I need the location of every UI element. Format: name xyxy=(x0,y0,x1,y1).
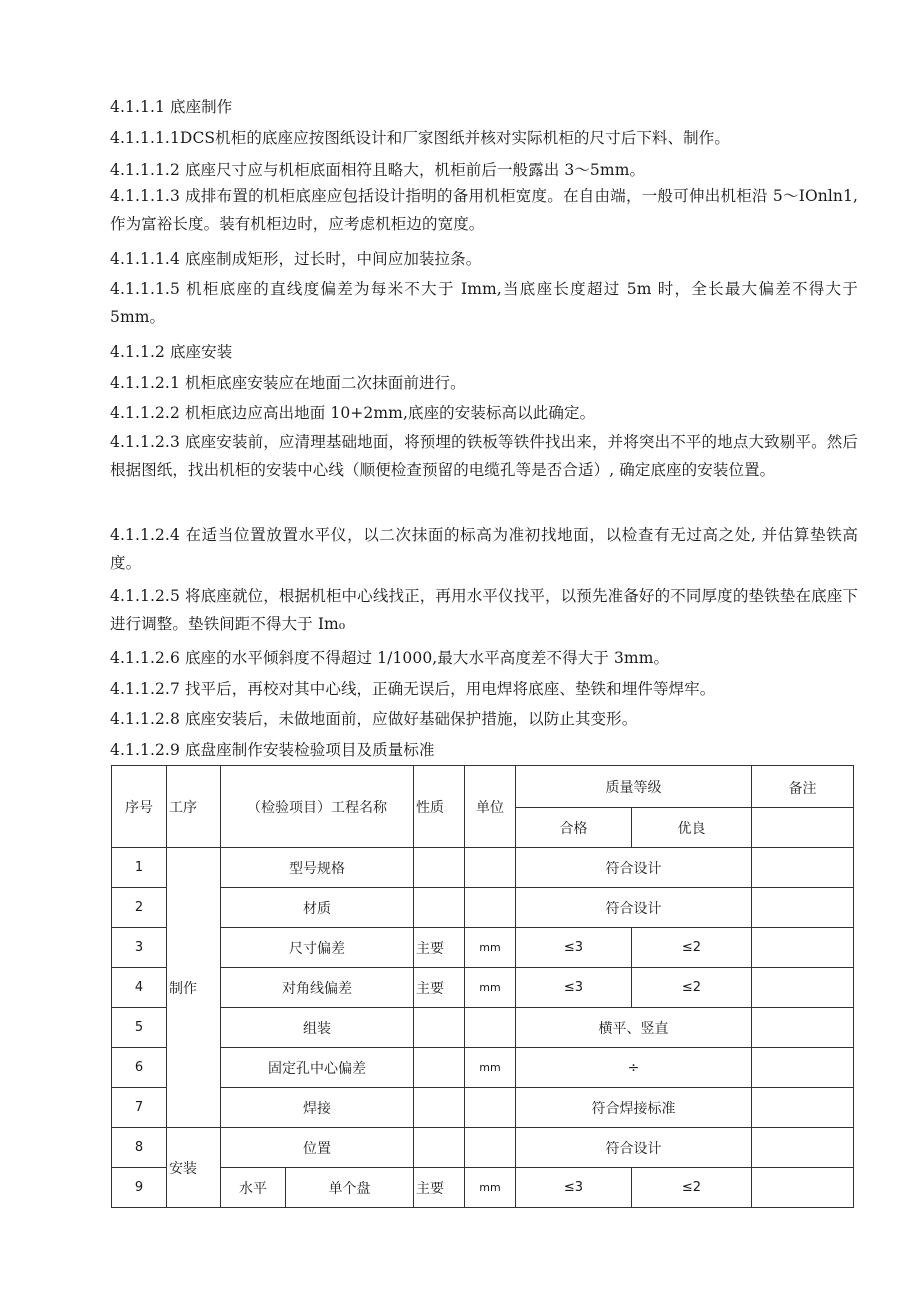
row-nature xyxy=(414,1008,465,1048)
row-remark xyxy=(752,1128,854,1168)
row-standard: ÷ xyxy=(516,1048,752,1088)
header-remark-blank xyxy=(752,808,854,848)
table-row xyxy=(112,1048,854,1088)
table-row xyxy=(112,1088,854,1128)
row-item: 材质 xyxy=(221,888,414,928)
row-pass: ≤3 xyxy=(516,1168,632,1208)
header-unit: 单位 xyxy=(465,766,516,848)
row-nature xyxy=(414,848,465,888)
row-standard: 符合设计 xyxy=(516,848,752,888)
row-remark xyxy=(752,1168,854,1208)
row-unit xyxy=(465,1088,516,1128)
table-row xyxy=(112,1008,854,1048)
row-unit xyxy=(465,1008,516,1048)
row-seq: 4 xyxy=(112,968,167,1008)
header-process: 工序 xyxy=(167,766,221,848)
paragraph: 4.1.1.2.3 底座安装前，应清理基础地面，将预埋的铁板等铁件找出来，并将突出不平的地点大致剔平。然后根据图纸，找出机柜的安装中心线（顺便检查预留的电缆孔等是否合适）, 确定底座的安装位置。 xyxy=(110,433,858,479)
row-nature xyxy=(414,1088,465,1128)
header-item: （检验项目）工程名称 xyxy=(221,766,414,848)
table-caption: 4.1.1.2.9 底盘座制作安装检验项目及质量标准 xyxy=(110,741,435,759)
row-seq: 5 xyxy=(112,1008,167,1048)
row-seq: 3 xyxy=(112,928,167,968)
row-seq: 6 xyxy=(112,1048,167,1088)
group-install: 安装 xyxy=(167,1128,221,1208)
row-remark xyxy=(752,888,854,928)
row-item: 焊接 xyxy=(221,1088,414,1128)
row-item: 位置 xyxy=(221,1128,414,1168)
row-seq: 1 xyxy=(112,848,167,888)
paragraph: 4.1.1.1.2 底座尺寸应与机柜底面相符且略大，机柜前后一般露出 3～5mm。 xyxy=(110,161,646,179)
row-remark xyxy=(752,1088,854,1128)
paragraph: 4.1.1.2.2 机柜底边应高出地面 10+2mm,底座的安装标高以此确定。 xyxy=(110,404,596,422)
row-unit: mm xyxy=(465,1048,516,1088)
inspection-table xyxy=(111,765,854,1208)
paragraph: 4.1.1.1.1DCS机柜的底座应按图纸设计和厂家图纸并核对实际机柜的尺寸后下料、制作。 xyxy=(110,129,730,147)
row-good: ≤2 xyxy=(632,928,752,968)
row-remark xyxy=(752,848,854,888)
row-remark xyxy=(752,1008,854,1048)
row-standard: 符合焊接标准 xyxy=(516,1088,752,1128)
paragraph: 4.1.1.1.3 成排布置的机柜底座应包括设计指明的备用机柜宽度。在自由端，一般可伸出机柜沿 5～IOnln1,作为富裕长度。装有机柜边时，应考虑机柜边的宽度。 xyxy=(110,187,858,233)
row-unit xyxy=(465,1128,516,1168)
table-row xyxy=(112,888,854,928)
row-seq: 2 xyxy=(112,888,167,928)
row-nature xyxy=(414,888,465,928)
row-nature xyxy=(414,1048,465,1088)
row-nature: 主要 xyxy=(414,968,465,1008)
header-pass: 合格 xyxy=(516,808,632,848)
paragraph: 4.1.1.2.4 在适当位置放置水平仪，以二次抹面的标高为准初找地面，以检查有无过高之处, 并估算垫铁高度。 xyxy=(110,526,858,572)
section-heading: 4.1.1.1 底座制作 xyxy=(110,98,233,116)
paragraph: 4.1.1.1.4 底座制成矩形，过长时，中间应加装拉条。 xyxy=(110,250,482,268)
table-row xyxy=(112,1168,854,1208)
table-row xyxy=(112,968,854,1008)
paragraph: 4.1.1.2.6 底座的水平倾斜度不得超过 1/1000,最大水平高度差不得大于 3mm。 xyxy=(110,649,670,667)
row-unit: mm xyxy=(465,1168,516,1208)
header-remark: 备注 xyxy=(752,766,854,808)
paragraph: 4.1.1.1.5 机柜底座的直线度偏差为每米不大于 Imm,当底座长度超过 5m 时，全长最大偏差不得大于 5mm。 xyxy=(110,280,858,326)
row-item: 型号规格 xyxy=(221,848,414,888)
section-heading: 4.1.1.2 底座安装 xyxy=(110,343,233,361)
row-item-main: 水平 xyxy=(221,1168,286,1208)
row-nature xyxy=(414,1128,465,1168)
row-seq: 9 xyxy=(112,1168,167,1208)
row-unit: mm xyxy=(465,968,516,1008)
header-nature: 性质 xyxy=(414,766,465,848)
table-row xyxy=(112,1128,854,1168)
row-item: 组装 xyxy=(221,1008,414,1048)
row-standard: 横平、竖直 xyxy=(516,1008,752,1048)
row-standard: 符合设计 xyxy=(516,888,752,928)
row-seq: 7 xyxy=(112,1088,167,1128)
row-remark xyxy=(752,928,854,968)
table-row xyxy=(112,848,854,888)
header-good: 优良 xyxy=(632,808,752,848)
row-remark xyxy=(752,1048,854,1088)
row-item: 固定孔中心偏差 xyxy=(221,1048,414,1088)
paragraph: 4.1.1.2.7 找平后，再校对其中心线，正确无误后，用电焊将底座、垫铁和埋件等焊牢。 xyxy=(110,680,716,698)
row-nature: 主要 xyxy=(414,1168,465,1208)
row-item-sub: 单个盘 xyxy=(286,1168,414,1208)
row-unit: mm xyxy=(465,928,516,968)
header-grade: 质量等级 xyxy=(516,766,752,808)
row-item: 对角线偏差 xyxy=(221,968,414,1008)
row-good: ≤2 xyxy=(632,968,752,1008)
table-row xyxy=(112,928,854,968)
row-seq: 8 xyxy=(112,1128,167,1168)
row-unit xyxy=(465,848,516,888)
paragraph: 4.1.1.2.5 将底座就位，根据机柜中心线找正，再用水平仪找平，以预先准备好的不同厚度的垫铁垫在底座下进行调整。垫铁间距不得大于 Im₀ xyxy=(110,587,858,633)
row-pass: ≤3 xyxy=(516,968,632,1008)
header-seq: 序号 xyxy=(112,766,167,848)
row-pass: ≤3 xyxy=(516,928,632,968)
paragraph: 4.1.1.2.1 机柜底座安装应在地面二次抹面前进行。 xyxy=(110,374,466,392)
row-unit xyxy=(465,888,516,928)
row-nature: 主要 xyxy=(414,928,465,968)
row-remark xyxy=(752,968,854,1008)
table-header-row xyxy=(112,766,854,808)
paragraph: 4.1.1.2.8 底座安装后，未做地面前，应做好基础保护措施，以防止其变形。 xyxy=(110,710,638,728)
row-good: ≤2 xyxy=(632,1168,752,1208)
row-item: 尺寸偏差 xyxy=(221,928,414,968)
row-standard: 符合设计 xyxy=(516,1128,752,1168)
group-make: 制作 xyxy=(167,848,221,1128)
